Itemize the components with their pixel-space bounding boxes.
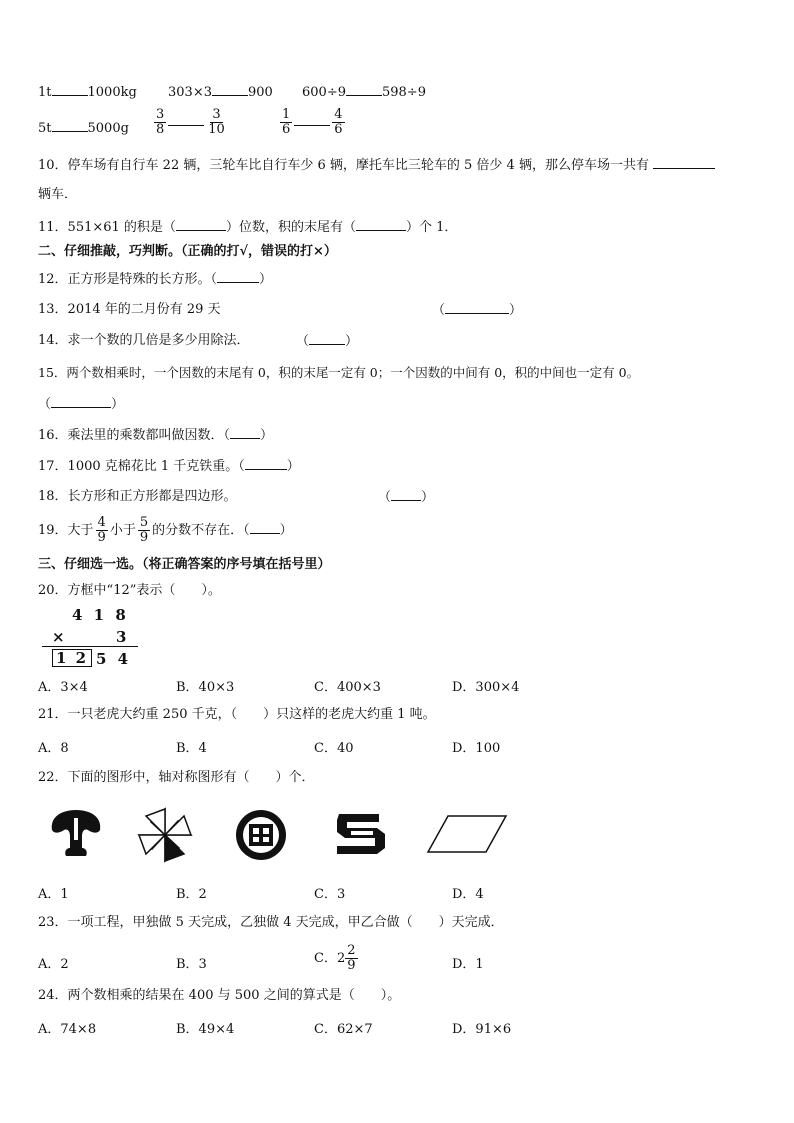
answer-blank[interactable] bbox=[653, 156, 715, 169]
question-13-answer bbox=[432, 301, 522, 320]
calc-multiplier: 3 bbox=[116, 628, 127, 646]
answer-blank[interactable] bbox=[356, 218, 406, 231]
question-text: 的分数不存在．（ bbox=[152, 523, 250, 538]
question-17 bbox=[38, 457, 300, 476]
answer-blank[interactable] bbox=[250, 521, 280, 534]
bank-logo-icon bbox=[233, 808, 289, 862]
compare-item: 1t bbox=[38, 85, 52, 100]
question-text: ）个 1． bbox=[405, 220, 458, 235]
answer-blank[interactable] bbox=[294, 113, 330, 126]
compare-row-1b bbox=[168, 83, 273, 102]
option-d[interactable]: D．91×6 bbox=[452, 1022, 512, 1037]
option-a[interactable]: A．74×8 bbox=[38, 1022, 97, 1037]
mushroom-logo-icon bbox=[48, 808, 104, 860]
fraction: $\frac{2}{9}$ bbox=[347, 943, 356, 973]
answer-blank[interactable] bbox=[445, 301, 509, 314]
question-text: 19．大于 bbox=[38, 523, 94, 538]
question-text: 12．正方形是特殊的长方形。（ bbox=[38, 272, 218, 287]
compare-row-2c bbox=[278, 108, 347, 137]
option-c[interactable]: C．400×3 bbox=[314, 680, 381, 695]
calc-times: × bbox=[52, 628, 65, 646]
fraction: $\frac{5}{9}$ bbox=[139, 515, 149, 545]
answer-blank[interactable] bbox=[309, 332, 345, 345]
question-text: 17．1000 克棉花比 1 千克铁重。（ bbox=[38, 459, 245, 474]
answer-blank[interactable] bbox=[212, 83, 248, 96]
section-3-title: 三、仔细选一选。（将正确答案的序号填在括号里） bbox=[38, 557, 331, 572]
question-21: 21．一只老虎大约重 250 千克，（ ）只这样的老虎大约重 1 吨。 bbox=[38, 707, 436, 722]
ss-logo-icon bbox=[333, 810, 389, 856]
paren: ） bbox=[421, 490, 435, 505]
option-b[interactable]: B．49×4 bbox=[176, 1022, 235, 1037]
question-text: ）位数，积的末尾有（ bbox=[225, 220, 356, 235]
answer-blank[interactable] bbox=[217, 270, 259, 283]
fraction: $\frac{1}{6}$ bbox=[282, 107, 291, 137]
question-text: 小于 bbox=[109, 523, 136, 538]
fraction: $\frac{3}{8}$ bbox=[156, 107, 165, 137]
answer-blank[interactable] bbox=[51, 395, 111, 408]
question-11 bbox=[38, 218, 457, 237]
question-text: ） bbox=[259, 272, 273, 287]
parallelogram-icon bbox=[426, 814, 508, 854]
question-text: 10．停车场有自行车 22 辆，三轮车比自行车少 6 辆，摩托车比三轮车的 5 倍少 4 辆，那么停车场一共有 bbox=[38, 158, 649, 173]
answer-blank[interactable] bbox=[245, 457, 287, 470]
answer-blank[interactable] bbox=[391, 488, 421, 501]
compare-row-1c bbox=[302, 83, 426, 102]
option-a[interactable]: A．8 bbox=[38, 741, 69, 756]
compare-item: 5000g bbox=[87, 121, 129, 136]
question-text: 16．乘法里的乘数都叫做因数．（ bbox=[38, 428, 231, 443]
compare-item: 5t bbox=[38, 121, 52, 136]
paren: （ bbox=[432, 303, 446, 318]
compare-item: 598÷9 bbox=[381, 85, 426, 100]
compare-row-1 bbox=[38, 83, 137, 102]
option-c[interactable]: C．62×7 bbox=[314, 1022, 373, 1037]
option-a[interactable]: A．1 bbox=[38, 887, 69, 902]
question-14: 14．求一个数的几倍是多少用除法． bbox=[38, 333, 250, 348]
compare-row-2b bbox=[152, 108, 229, 137]
fraction: $\frac{3}{10}$ bbox=[208, 107, 225, 137]
question-16 bbox=[38, 426, 273, 445]
paren: （ bbox=[378, 490, 392, 505]
paren: （ bbox=[296, 334, 310, 349]
question-10 bbox=[38, 156, 715, 175]
question-24: 24．两个数相乘的结果在 400 与 500 之间的算式是（ ）。 bbox=[38, 988, 401, 1003]
question-15: 15．两个数相乘时，一个因数的末尾有 0，积的末尾一定有 0；一个因数的中间有 0，积的中间也一定有 0。 bbox=[38, 365, 640, 380]
option-d[interactable]: D．1 bbox=[452, 957, 484, 972]
compare-item: 1000kg bbox=[87, 85, 137, 100]
option-b[interactable]: B．4 bbox=[176, 741, 207, 756]
option-c[interactable]: C．3 bbox=[314, 887, 346, 902]
question-19 bbox=[38, 516, 293, 545]
question-text: ） bbox=[260, 428, 274, 443]
question-13: 13．2014 年的二月份有 29 天 bbox=[38, 302, 221, 317]
option-label: C．2 bbox=[314, 951, 346, 966]
question-text: 11．551×61 的积是（ bbox=[38, 220, 176, 235]
question-18: 18．长方形和正方形都是四边形。 bbox=[38, 489, 237, 504]
question-15-answer bbox=[38, 395, 124, 414]
option-c[interactable]: C．40 bbox=[314, 741, 354, 756]
paren: ） bbox=[111, 397, 125, 412]
question-text: ） bbox=[279, 523, 293, 538]
compare-item: 900 bbox=[247, 85, 273, 100]
question-20: 20．方框中“12”表示（ ）。 bbox=[38, 583, 221, 598]
question-23: 23．一项工程，甲独做 5 天完成，乙独做 4 天完成，甲乙合做（ ）天完成． bbox=[38, 915, 504, 930]
paren: ） bbox=[509, 303, 523, 318]
answer-blank[interactable] bbox=[52, 119, 88, 132]
answer-blank[interactable] bbox=[52, 83, 88, 96]
answer-blank[interactable] bbox=[168, 113, 204, 126]
option-d[interactable]: D．300×4 bbox=[452, 680, 520, 695]
compare-item: 303×3 bbox=[168, 85, 212, 100]
option-b[interactable]: B．3 bbox=[176, 957, 207, 972]
question-18-answer bbox=[378, 488, 434, 507]
option-d[interactable]: D．4 bbox=[452, 887, 484, 902]
compare-item: 600÷9 bbox=[302, 85, 346, 100]
question-text: ） bbox=[286, 459, 300, 474]
option-c[interactable] bbox=[314, 944, 360, 973]
answer-blank[interactable] bbox=[176, 218, 226, 231]
option-b[interactable]: B．40×3 bbox=[176, 680, 235, 695]
pinwheel-icon bbox=[136, 806, 194, 864]
question-14-answer bbox=[296, 332, 358, 351]
calc-row-1: 4 1 8 bbox=[72, 606, 129, 624]
fraction: $\frac{4}{6}$ bbox=[334, 107, 343, 137]
option-b[interactable]: B．2 bbox=[176, 887, 207, 902]
paren: （ bbox=[38, 397, 52, 412]
option-a[interactable]: A．3×4 bbox=[38, 680, 88, 695]
calc-rest: 5 4 bbox=[96, 650, 132, 668]
paren: ） bbox=[345, 334, 359, 349]
calc-boxed-12: 1 2 bbox=[52, 649, 92, 667]
option-a[interactable]: A．2 bbox=[38, 957, 69, 972]
section-2-title: 二、仔细推敲，巧判断。（正确的打√，错误的打×） bbox=[38, 244, 337, 259]
answer-blank[interactable] bbox=[346, 83, 382, 96]
question-22: 22．下面的图形中，轴对称图形有（ ）个． bbox=[38, 770, 315, 785]
question-10-cont: 辆车． bbox=[38, 187, 78, 202]
option-d[interactable]: D．100 bbox=[452, 741, 501, 756]
calc-line bbox=[42, 646, 138, 647]
compare-row-2 bbox=[38, 119, 129, 138]
answer-blank[interactable] bbox=[230, 426, 260, 439]
question-12 bbox=[38, 270, 272, 289]
fraction: $\frac{4}{9}$ bbox=[97, 515, 106, 545]
